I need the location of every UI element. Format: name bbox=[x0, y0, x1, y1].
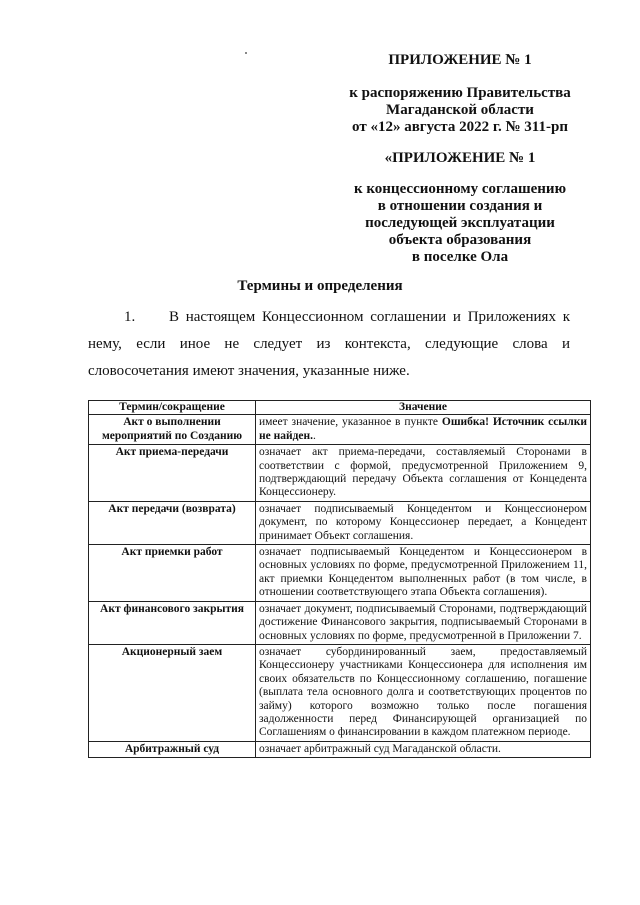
meaning-text: означает документ, подписываемый Сторонами, подтверждающий достижение Финансового закрытия, подписываемый Сторонами в основных условиях по форме, предусмотренной в Приложении 7. bbox=[259, 602, 587, 642]
meaning-text: имеет значение, указанное в пункте bbox=[259, 416, 442, 429]
table-row bbox=[89, 741, 591, 757]
subtitle-line: объекта образования bbox=[388, 232, 532, 248]
term-cell: Акционерный заем bbox=[89, 644, 256, 741]
meaning-text: означает подписываемый Концедентом и Концессионером документ, по которому Концессионер передает, а Концедент принимает Объект соглашения. bbox=[259, 502, 587, 542]
appendix-title: ПРИЛОЖЕНИЕ № 1 bbox=[388, 52, 532, 68]
meaning-cell bbox=[256, 741, 591, 757]
column-header-term: Термин/сокращение bbox=[89, 401, 256, 415]
table-row bbox=[89, 545, 591, 602]
table-row bbox=[89, 445, 591, 502]
table-row bbox=[89, 601, 591, 644]
term-cell: Акт передачи (возврата) bbox=[89, 501, 256, 544]
meaning-text: означает арбитражный суд Магаданской области. bbox=[259, 742, 501, 755]
table-row bbox=[89, 501, 591, 544]
meaning-suffix: . bbox=[313, 429, 316, 442]
meaning-cell bbox=[256, 501, 591, 544]
meaning-text: означает субординированный заем, предоставляемый Концессионеру участниками Концессионера для исполнения им своих обязательств по Концессионному соглашению, погашение (выплата тела основного долга и соответствующих процентов по займу) которого возможно только после погашения задолженности перед Финансирующей организацией по Соглашениям о финансировании в каждом платежном периоде. bbox=[259, 645, 587, 739]
meaning-cell bbox=[256, 644, 591, 741]
subtitle-line: в поселке Ола bbox=[411, 249, 509, 265]
scan-speck bbox=[245, 52, 247, 54]
meaning-cell bbox=[256, 445, 591, 502]
subtitle-line: в отношении создания и bbox=[377, 198, 543, 214]
terms-table bbox=[88, 400, 591, 758]
table-header-row bbox=[89, 401, 591, 415]
intro-paragraph: 1. В настоящем Концессионном соглашении и Приложениях к нему, если иное не следует из контекста, следующие слова и словосочетания имеют значения, указанные ниже. bbox=[88, 309, 570, 379]
table-row bbox=[89, 644, 591, 741]
meaning-error-text: Ошибка! Источник ссылки не найден. bbox=[259, 416, 587, 442]
meaning-text: означает акт приема-передачи, составляемый Сторонами в соответствии с формой, предусмотренной Приложением 9, подтверждающий передачу Объекта соглашения от Концедента Концессионеру. bbox=[259, 446, 587, 499]
document-header bbox=[330, 52, 590, 266]
term-cell: Акт финансового закрытия bbox=[89, 601, 256, 644]
meaning-text: означает подписываемый Концедентом и Концессионером в основных условиях по форме, предусмотренной Приложением 11, акт приемки Концедентом выполненных работ (в том числе, в отношении соответствующего этапа Объекта соглашения). bbox=[259, 546, 587, 599]
term-cell: Акт о выполнении мероприятий по Созданию bbox=[89, 415, 256, 445]
subtitle-line: к концессионному соглашению bbox=[353, 181, 567, 197]
table-row bbox=[89, 415, 591, 445]
subtitle-line: последующей эксплуатации bbox=[365, 215, 555, 231]
column-header-meaning: Значение bbox=[256, 401, 591, 415]
meaning-cell bbox=[256, 415, 591, 445]
order-reference: к распоряжению Правительства bbox=[349, 85, 571, 101]
term-cell: Акт приемки работ bbox=[89, 545, 256, 602]
meaning-cell bbox=[256, 601, 591, 644]
section-title: Термины и определения bbox=[237, 278, 403, 294]
term-cell: Арбитражный суд bbox=[89, 741, 256, 757]
term-cell: Акт приема-передачи bbox=[89, 445, 256, 502]
region-name: Магаданской области bbox=[386, 102, 534, 118]
appendix-title-quoted: «ПРИЛОЖЕНИЕ № 1 bbox=[384, 150, 536, 166]
meaning-cell bbox=[256, 545, 591, 602]
order-date-number: от «12» августа 2022 г. № 311-рп bbox=[352, 119, 568, 135]
